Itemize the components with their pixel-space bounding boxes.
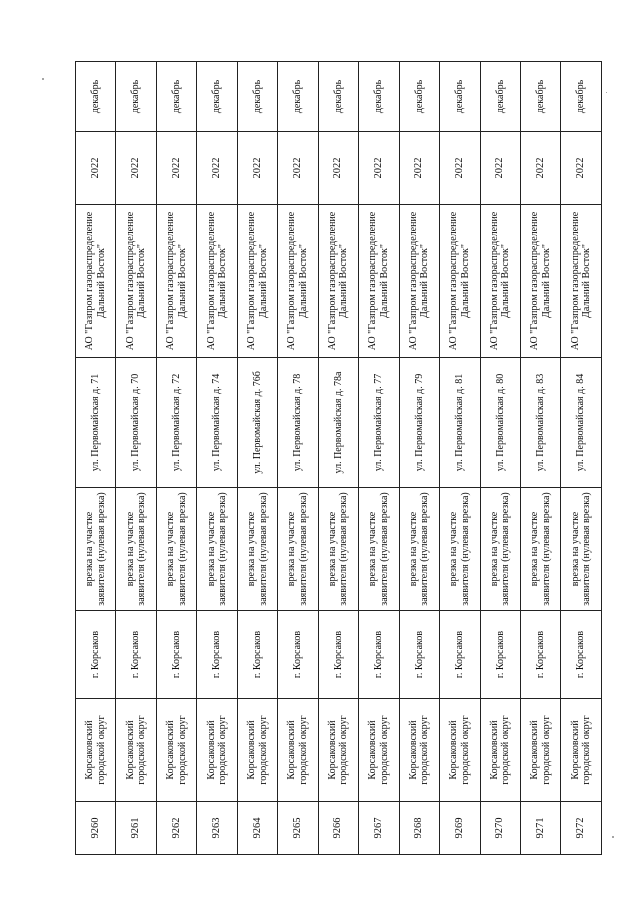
- address-cell: ул. Первомайская д. 78а: [318, 358, 358, 488]
- district-cell: Корсаковский городской округ: [197, 699, 237, 802]
- row-number: 9267: [359, 802, 399, 855]
- row-number: 9261: [116, 802, 156, 855]
- district-cell: Корсаковский городской округ: [237, 699, 277, 802]
- settlement-cell: г. Корсаков: [520, 611, 560, 699]
- year-cell: 2022: [156, 132, 196, 205]
- work-type-cell: врезка на участке заявителя (нулевая врезка): [399, 488, 439, 611]
- year-cell: 2022: [440, 132, 480, 205]
- district-cell: Корсаковский городской округ: [480, 699, 520, 802]
- address-cell: ул. Первомайская д. 72: [156, 358, 196, 488]
- row-number: 9269: [440, 802, 480, 855]
- address-cell: ул. Первомайская д. 84: [561, 358, 602, 488]
- district-cell: Корсаковский городской округ: [318, 699, 358, 802]
- year-cell: 2022: [480, 132, 520, 205]
- table-row: [480, 62, 520, 855]
- organization-cell: АО "Газпром газораспределение Дальний Восток": [278, 205, 318, 358]
- settlement-cell: г. Корсаков: [278, 611, 318, 699]
- work-type-cell: врезка на участке заявителя (нулевая врезка): [520, 488, 560, 611]
- organization-cell: АО "Газпром газораспределение Дальний Восток": [116, 205, 156, 358]
- address-cell: ул. Первомайская д. 81: [440, 358, 480, 488]
- address-cell: ул. Первомайская д. 71: [76, 358, 116, 488]
- month-cell: декабрь: [399, 62, 439, 132]
- settlement-cell: г. Корсаков: [318, 611, 358, 699]
- work-type-cell: врезка на участке заявителя (нулевая врезка): [359, 488, 399, 611]
- table-row: [399, 62, 439, 855]
- row-number: 9260: [76, 802, 116, 855]
- organization-cell: АО "Газпром газораспределение Дальний Восток": [197, 205, 237, 358]
- row-number: 9265: [278, 802, 318, 855]
- month-cell: декабрь: [440, 62, 480, 132]
- settlement-cell: г. Корсаков: [237, 611, 277, 699]
- organization-cell: АО "Газпром газораспределение Дальний Восток": [440, 205, 480, 358]
- scan-speck: [612, 836, 614, 838]
- address-cell: ул. Первомайская д. 70: [116, 358, 156, 488]
- year-cell: 2022: [76, 132, 116, 205]
- address-cell: ул. Первомайская д. 79: [399, 358, 439, 488]
- year-cell: 2022: [278, 132, 318, 205]
- year-cell: 2022: [561, 132, 602, 205]
- table-row: [440, 62, 480, 855]
- month-cell: декабрь: [480, 62, 520, 132]
- work-type-cell: врезка на участке заявителя (нулевая врезка): [76, 488, 116, 611]
- row-number: 9262: [156, 802, 196, 855]
- row-number: 9271: [520, 802, 560, 855]
- settlement-cell: г. Корсаков: [399, 611, 439, 699]
- organization-cell: АО "Газпром газораспределение Дальний Восток": [520, 205, 560, 358]
- month-cell: декабрь: [156, 62, 196, 132]
- month-cell: декабрь: [237, 62, 277, 132]
- gas-connection-table: [75, 61, 602, 855]
- work-type-cell: врезка на участке заявителя (нулевая врезка): [237, 488, 277, 611]
- year-cell: 2022: [116, 132, 156, 205]
- row-number: 9266: [318, 802, 358, 855]
- table-row: [359, 62, 399, 855]
- year-cell: 2022: [318, 132, 358, 205]
- table-row: [76, 62, 116, 855]
- address-cell: ул. Первомайская д. 80: [480, 358, 520, 488]
- settlement-cell: г. Корсаков: [116, 611, 156, 699]
- scan-speck: [42, 78, 44, 80]
- organization-cell: АО "Газпром газораспределение Дальний Восток": [359, 205, 399, 358]
- address-cell: ул. Первомайская д. 78: [278, 358, 318, 488]
- address-cell: ул. Первомайская д. 76б: [237, 358, 277, 488]
- row-number: 9270: [480, 802, 520, 855]
- district-cell: Корсаковский городской округ: [399, 699, 439, 802]
- organization-cell: АО "Газпром газораспределение Дальний Восток": [156, 205, 196, 358]
- month-cell: декабрь: [278, 62, 318, 132]
- district-cell: Корсаковский городской округ: [359, 699, 399, 802]
- organization-cell: АО "Газпром газораспределение Дальний Восток": [237, 205, 277, 358]
- work-type-cell: врезка на участке заявителя (нулевая врезка): [116, 488, 156, 611]
- district-cell: Корсаковский городской округ: [440, 699, 480, 802]
- work-type-cell: врезка на участке заявителя (нулевая врезка): [278, 488, 318, 611]
- district-cell: Корсаковский городской округ: [520, 699, 560, 802]
- organization-cell: АО "Газпром газораспределение Дальний Восток": [318, 205, 358, 358]
- month-cell: декабрь: [76, 62, 116, 132]
- month-cell: декабрь: [561, 62, 602, 132]
- table-row: [197, 62, 237, 855]
- year-cell: 2022: [520, 132, 560, 205]
- month-cell: декабрь: [116, 62, 156, 132]
- district-cell: Корсаковский городской округ: [561, 699, 602, 802]
- organization-cell: АО "Газпром газораспределение Дальний Восток": [561, 205, 602, 358]
- organization-cell: АО "Газпром газораспределение Дальний Восток": [480, 205, 520, 358]
- rotated-table-wrapper: [75, 62, 602, 855]
- organization-cell: АО "Газпром газораспределение Дальний Восток": [399, 205, 439, 358]
- year-cell: 2022: [197, 132, 237, 205]
- address-cell: ул. Первомайская д. 77: [359, 358, 399, 488]
- settlement-cell: г. Корсаков: [561, 611, 602, 699]
- table-row: [520, 62, 560, 855]
- year-cell: 2022: [237, 132, 277, 205]
- table-body: [76, 62, 602, 855]
- district-cell: Корсаковский городской округ: [156, 699, 196, 802]
- row-number: 9264: [237, 802, 277, 855]
- work-type-cell: врезка на участке заявителя (нулевая врезка): [156, 488, 196, 611]
- scan-speck: [606, 92, 607, 93]
- work-type-cell: врезка на участке заявителя (нулевая врезка): [480, 488, 520, 611]
- year-cell: 2022: [359, 132, 399, 205]
- district-cell: Корсаковский городской округ: [116, 699, 156, 802]
- work-type-cell: врезка на участке заявителя (нулевая врезка): [318, 488, 358, 611]
- row-number: 9272: [561, 802, 602, 855]
- settlement-cell: г. Корсаков: [359, 611, 399, 699]
- row-number: 9263: [197, 802, 237, 855]
- table-row: [237, 62, 277, 855]
- district-cell: Корсаковский городской округ: [76, 699, 116, 802]
- year-cell: 2022: [399, 132, 439, 205]
- settlement-cell: г. Корсаков: [197, 611, 237, 699]
- month-cell: декабрь: [318, 62, 358, 132]
- table-row: [156, 62, 196, 855]
- month-cell: декабрь: [359, 62, 399, 132]
- address-cell: ул. Первомайская д. 74: [197, 358, 237, 488]
- settlement-cell: г. Корсаков: [76, 611, 116, 699]
- settlement-cell: г. Корсаков: [440, 611, 480, 699]
- organization-cell: АО "Газпром газораспределение Дальний Восток": [76, 205, 116, 358]
- table-row: [561, 62, 602, 855]
- work-type-cell: врезка на участке заявителя (нулевая врезка): [561, 488, 602, 611]
- table-row: [278, 62, 318, 855]
- address-cell: ул. Первомайская д. 83: [520, 358, 560, 488]
- district-cell: Корсаковский городской округ: [278, 699, 318, 802]
- month-cell: декабрь: [197, 62, 237, 132]
- row-number: 9268: [399, 802, 439, 855]
- work-type-cell: врезка на участке заявителя (нулевая врезка): [197, 488, 237, 611]
- month-cell: декабрь: [520, 62, 560, 132]
- settlement-cell: г. Корсаков: [480, 611, 520, 699]
- table-row: [318, 62, 358, 855]
- table-row: [116, 62, 156, 855]
- settlement-cell: г. Корсаков: [156, 611, 196, 699]
- work-type-cell: врезка на участке заявителя (нулевая врезка): [440, 488, 480, 611]
